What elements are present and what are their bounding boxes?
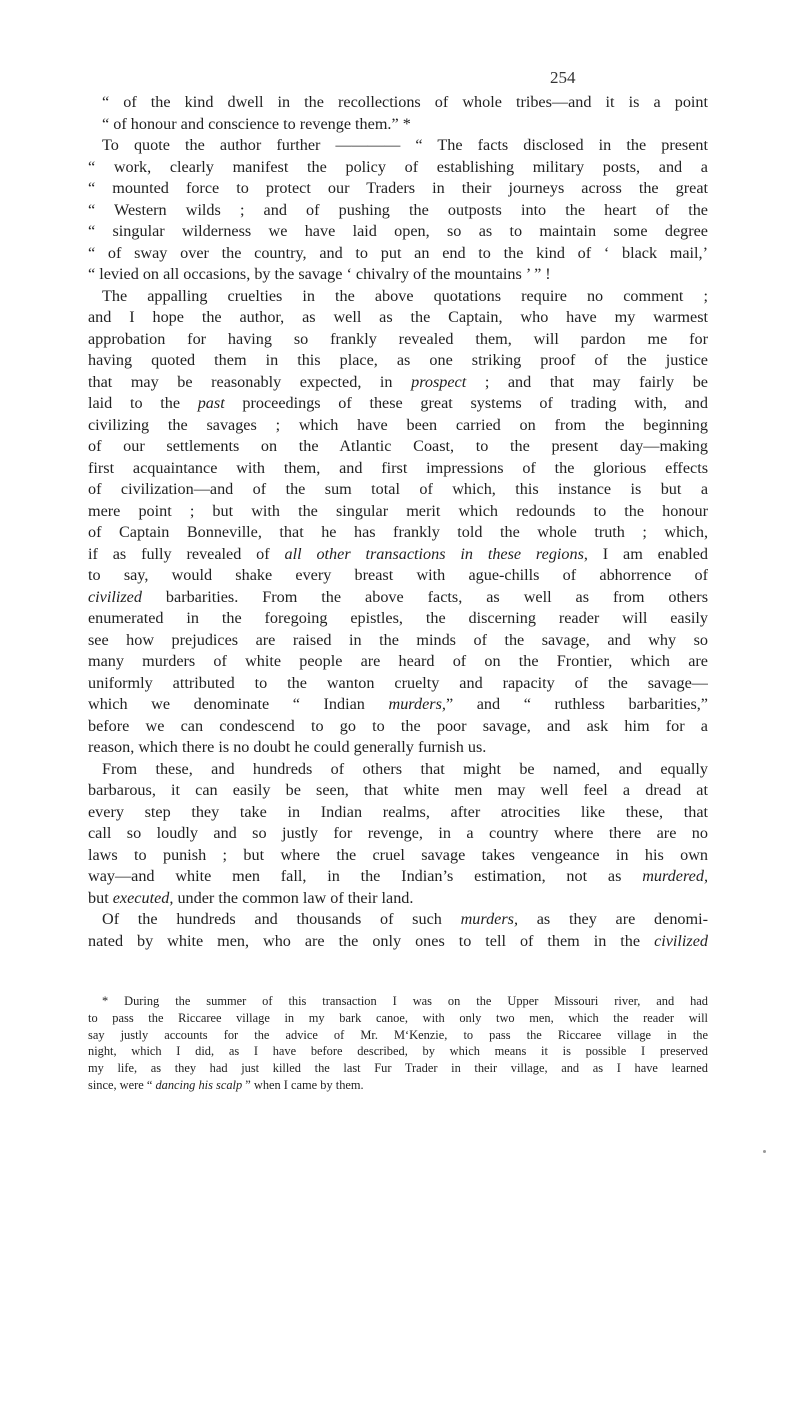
text-line: of our settlements on the Atlantic Coast, to the present day—making	[88, 437, 708, 455]
text-line: “ mounted force to protect our Traders in their journeys across the great	[88, 179, 708, 197]
footnote-line: my life, as they had just killed the last Fur Trader in their village, and as I have learned	[88, 1061, 708, 1076]
text-line: nated by white men, who are the only ones to tell of them in the civilized	[88, 931, 708, 950]
footnote	[88, 993, 708, 1094]
main-text	[88, 92, 708, 952]
text-line: barbarous, it can easily be seen, that white men may well feel a dread at	[88, 781, 708, 799]
text-line: mere point ; but with the singular merit which redounds to the honour	[88, 501, 708, 520]
text-line: and I hope the author, as well as the Captain, who have my warmest	[88, 308, 708, 326]
text-line: way—and white men fall, in the Indian’s estimation, not as murdered,	[88, 867, 708, 885]
paper-speck	[763, 1150, 766, 1153]
footnote-line: since, were “ dancing his scalp ” when I came by them.	[88, 1077, 364, 1092]
text-line: Of the hundreds and thousands of such murders, as they are denomi-	[102, 910, 708, 928]
text-line: From these, and hundreds of others that might be named, and equally	[102, 759, 708, 778]
text-line: laws to punish ; but where the cruel savage takes vengeance in his own	[88, 845, 708, 864]
text-line: enumerated in the foregoing epistles, the discerning reader will easily	[88, 609, 708, 627]
footnote-line: * During the summer of this transaction I was on the Upper Missouri river, and had	[102, 994, 708, 1008]
text-line: The appalling cruelties in the above quotations require no comment ;	[102, 286, 708, 305]
text-line: that may be reasonably expected, in prospect ; and that may fairly be	[88, 372, 708, 391]
text-line: “ of honour and conscience to revenge them.” *	[102, 114, 411, 133]
text-line: but executed, under the common law of their land.	[88, 888, 414, 907]
text-line: To quote the author further ———— “ The facts disclosed in the present	[102, 136, 708, 154]
text-line: which we denominate “ Indian murders,” and “ ruthless barbarities,”	[88, 695, 708, 713]
text-line: call so loudly and so justly for revenge, in a country where there are no	[88, 824, 708, 842]
text-line: of Captain Bonneville, that he has frankly told the whole truth ; which,	[88, 523, 708, 541]
text-line: “ of the kind dwell in the recollections of whole tribes—and it is a point	[102, 93, 708, 111]
text-line: “ Western wilds ; and of pushing the outposts into the heart of the	[88, 200, 708, 219]
text-line: before we can condescend to go to the poor savage, and ask him for a	[88, 716, 708, 735]
text-line: “ singular wilderness we have laid open, so as to maintain some degree	[88, 222, 708, 240]
text-line: many murders of white people are heard of on the Frontier, which are	[88, 652, 708, 670]
text-line: reason, which there is no doubt he could generally furnish us.	[88, 738, 487, 756]
text-line: “ of sway over the country, and to put an end to the kind of ‘ black mail,’	[88, 243, 708, 262]
text-line: approbation for having so frankly revealed them, will pardon me for	[88, 329, 708, 348]
footnote-line: night, which I did, as I have before described, by which means it is possible I preserved	[88, 1044, 708, 1059]
text-line: of civilization—and of the sum total of which, this instance is but a	[88, 480, 708, 498]
text-line: having quoted them in this place, as one striking proof of the justice	[88, 351, 708, 369]
text-line: “ work, clearly manifest the policy of establishing military posts, and a	[88, 157, 708, 176]
text-line: see how prejudices are raised in the minds of the savage, and why so	[88, 630, 708, 649]
text-line: to say, would shake every breast with ague-chills of abhorrence of	[88, 566, 708, 584]
text-line: laid to the past proceedings of these great systems of trading with, and	[88, 394, 708, 412]
text-line: every step they take in Indian realms, after atrocities like these, that	[88, 802, 708, 821]
page-number: 254	[550, 68, 576, 87]
footnote-line: say justly accounts for the advice of Mr. M‘Kenzie, to pass the Riccaree village in the	[88, 1027, 708, 1042]
text-line: if as fully revealed of all other transactions in these regions, I am enabled	[88, 544, 708, 563]
footnote-line: to pass the Riccaree village in my bark canoe, with only two men, which the reader will	[88, 1010, 708, 1025]
text-line: first acquaintance with them, and first impressions of the glorious effects	[88, 458, 708, 477]
text-line: “ levied on all occasions, by the savage ‘ chivalry of the mountains ’ ” !	[88, 265, 551, 283]
text-line: uniformly attributed to the wanton cruelty and rapacity of the savage—	[88, 673, 708, 692]
text-line: civilized barbarities. From the above facts, as well as from others	[88, 587, 708, 606]
text-line: civilizing the savages ; which have been carried on from the beginning	[88, 415, 708, 434]
